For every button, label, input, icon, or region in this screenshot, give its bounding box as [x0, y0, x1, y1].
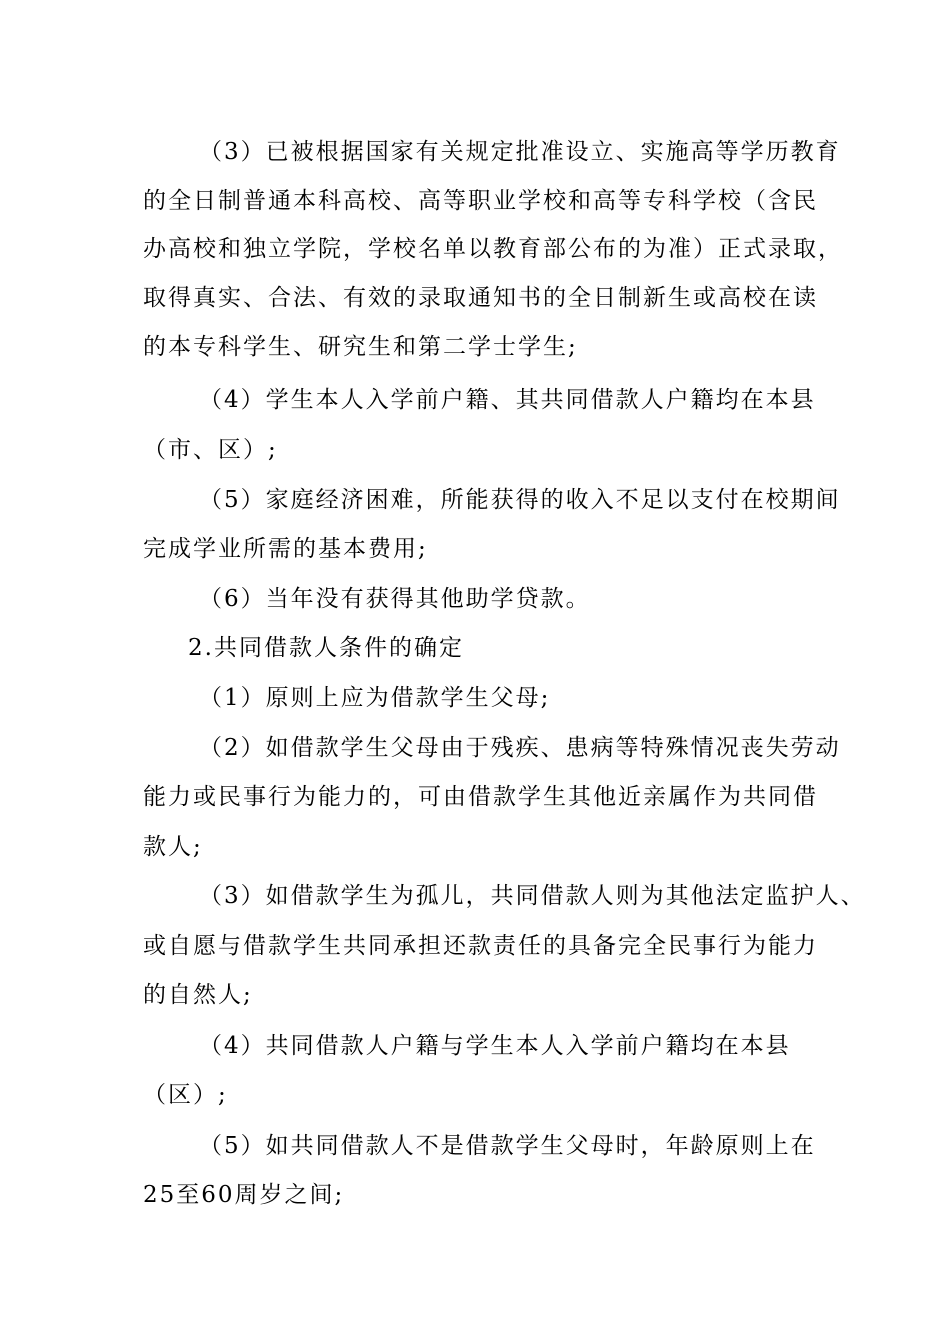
text-line: （3）如借款学生为孤儿，共同借款人则为其他法定监护人、: [199, 883, 866, 909]
text-line: （市、区）;: [143, 437, 278, 463]
text-line: 办高校和独立学院，学校名单以教育部公布的为准）正式录取，: [143, 236, 843, 262]
text-line: 取得真实、合法、有效的录取通知书的全日制新生或高校在读: [143, 285, 818, 311]
text-line: 完成学业所需的基本费用;: [143, 536, 428, 562]
text-line: 25至60周岁之间;: [143, 1182, 345, 1208]
text-line: （2）如借款学生父母由于残疾、患病等特殊情况丧失劳动: [199, 735, 841, 761]
text-line: （5）家庭经济困难，所能获得的收入不足以支付在校期间: [199, 487, 841, 513]
text-line: （6）当年没有获得其他助学贷款。: [199, 586, 591, 612]
text-line: （4）共同借款人户籍与学生本人入学前户籍均在本县: [199, 1033, 791, 1059]
text-line: 的全日制普通本科高校、高等职业学校和高等专科学校（含民: [143, 188, 818, 214]
text-line: （区）;: [143, 1082, 228, 1108]
text-line: 的自然人;: [143, 982, 253, 1008]
text-line: 款人;: [143, 834, 203, 860]
text-line: 能力或民事行为能力的，可由借款学生其他近亲属作为共同借: [143, 784, 818, 810]
text-line: 或自愿与借款学生共同承担还款责任的具备完全民事行为能力: [143, 933, 818, 959]
text-line: 的本专科学生、研究生和第二学士学生;: [143, 334, 578, 360]
text-line: （5）如共同借款人不是借款学生父母时，年龄原则上在: [199, 1133, 816, 1159]
text-line: （1）原则上应为借款学生父母;: [199, 685, 551, 711]
text-line: （3）已被根据国家有关规定批准设立、实施高等学历教育: [199, 139, 841, 165]
text-line: 2.共同借款人条件的确定: [188, 635, 464, 661]
text-line: （4）学生本人入学前户籍、其共同借款人户籍均在本县: [199, 387, 816, 413]
